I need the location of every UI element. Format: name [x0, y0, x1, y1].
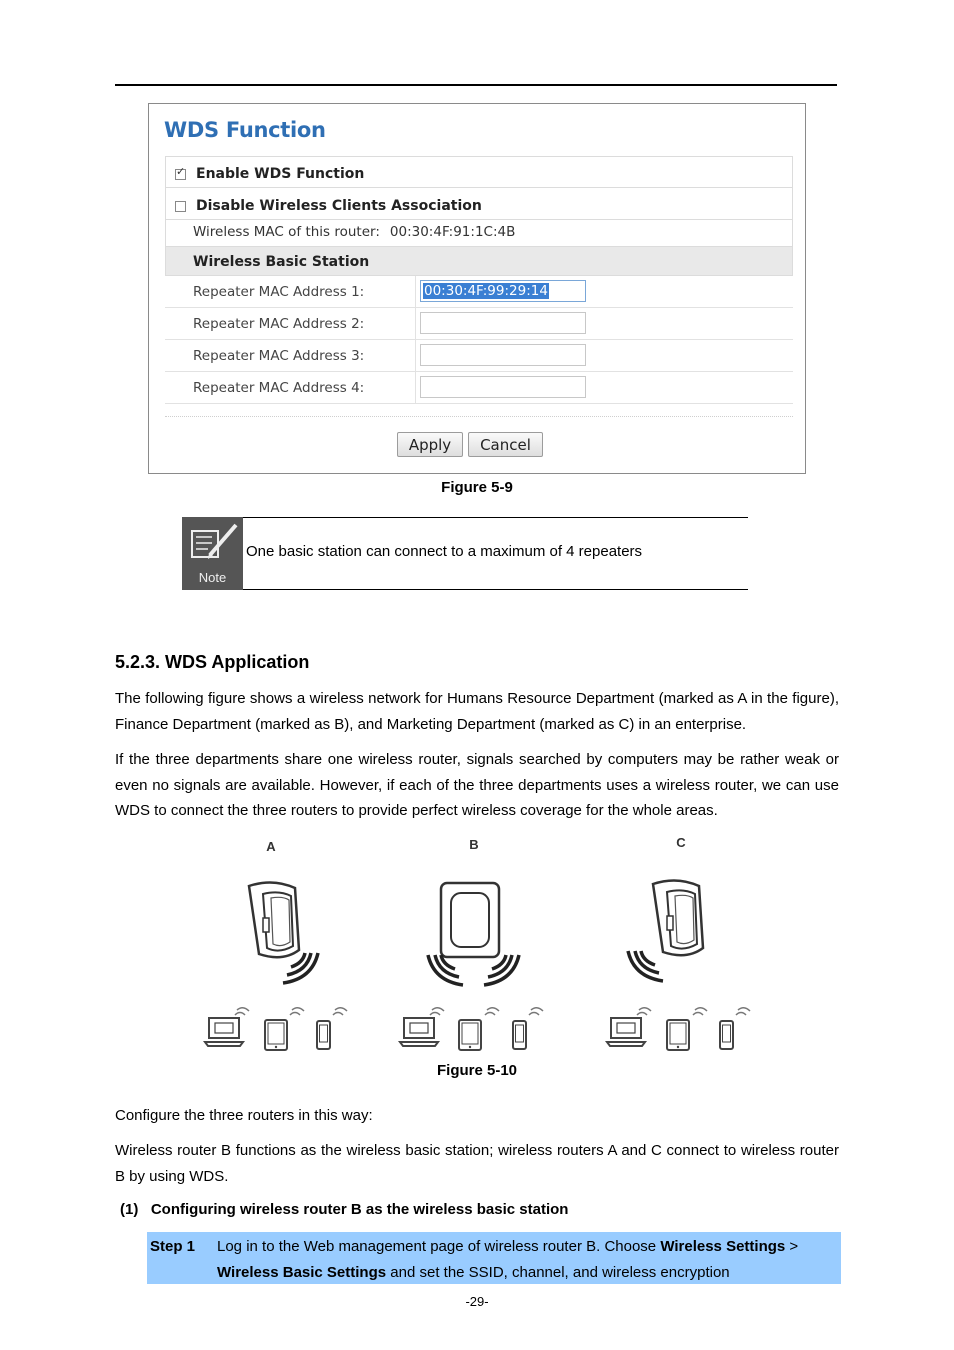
note-text: One basic station can connect to a maximum of 4 repeaters: [246, 543, 643, 560]
frame-divider: [165, 187, 793, 188]
enable-wds-label: Enable WDS Function: [196, 166, 365, 182]
router-label-a: A: [266, 839, 276, 854]
wds-application-diagram: [195, 833, 765, 1058]
page-number: -29-: [465, 1294, 489, 1309]
clients-a: [205, 1008, 347, 1050]
repeater-row-1: [165, 276, 793, 308]
step-1-box: [147, 1232, 841, 1284]
repeater-mac-input-4[interactable]: [420, 376, 586, 398]
frame-divider: [165, 219, 793, 220]
enable-wds-row[interactable]: [175, 164, 364, 184]
repeater-row-3: [165, 340, 793, 372]
repeater-row-4: [165, 372, 793, 404]
config-intro: Configure the three routers in this way:: [115, 1107, 373, 1124]
wireless-basic-station-header: [165, 246, 793, 276]
note-icon-label: Note: [198, 570, 227, 585]
repeater-label: Repeater MAC Address 2:: [193, 316, 365, 332]
menu-wireless-settings: Wireless Settings: [660, 1238, 786, 1255]
header-rule: [115, 84, 837, 86]
cancel-button[interactable]: Cancel: [468, 432, 543, 457]
wds-function-title: WDS Function: [164, 118, 326, 142]
repeater-label: Repeater MAC Address 4:: [193, 380, 365, 396]
router-mac-line: [193, 224, 515, 240]
repeater-label: Repeater MAC Address 3:: [193, 348, 365, 364]
disable-clients-label: Disable Wireless Clients Association: [196, 198, 482, 214]
clients-c: [607, 1008, 750, 1050]
repeater-mac-selected-text: 00:30:4F:99:29:14: [424, 283, 548, 299]
disable-clients-checkbox[interactable]: [175, 201, 186, 212]
router-a: [249, 882, 318, 983]
repeater-mac-input-2[interactable]: [420, 312, 586, 334]
repeater-label: Repeater MAC Address 1:: [193, 284, 365, 300]
apply-button[interactable]: Apply: [397, 432, 463, 457]
figure-5-9-caption: Figure 5-9: [441, 479, 513, 496]
wds-function-screenshot: [148, 103, 806, 474]
enable-wds-checkbox[interactable]: [175, 169, 186, 180]
repeater-mac-input-3[interactable]: [420, 344, 586, 366]
paragraph-wds: If the three departments share one wireless router, signals searched by computers may be rather weak or even no signals are available. However, if each of the three departments uses a wireless router, we can use WDS to connect the three routers to provide perfect wireless coverage for the whole areas.: [115, 751, 839, 819]
section-title: Wireless Basic Station: [193, 254, 370, 270]
config-subheading: (1) Configuring wireless router B as the wireless basic station: [120, 1201, 569, 1218]
router-c: [628, 880, 703, 981]
note-icon: [182, 517, 243, 590]
router-mac-value: 00:30:4F:91:1C:4B: [389, 224, 516, 240]
router-label-c: C: [676, 835, 686, 850]
repeater-row-2: [165, 308, 793, 340]
config-detail: Wireless router B functions as the wireless basic station; wireless routers A and C connect to wireless router B by using WDS.: [115, 1142, 839, 1185]
note-box: [182, 517, 748, 590]
step-text: Log in to the Web management page of wireless router B. Choose Wireless Settings > Wireless Basic Settings and set the SSID, channel, and wireless encryption: [217, 1238, 799, 1281]
dotted-divider: [165, 416, 793, 417]
paragraph-intro: The following figure shows a wireless network for Humans Resource Department (marked as A in the figure), Finance Department (marked as B), and Marketing Department (marked as C) in an enterprise.: [115, 690, 839, 733]
router-mac-label: Wireless MAC of this router:: [193, 224, 380, 240]
figure-5-10-caption: Figure 5-10: [436, 1062, 518, 1079]
router-b: [428, 883, 519, 985]
step-label: Step 1: [150, 1238, 196, 1255]
section-heading: 5.2.3. WDS Application: [115, 652, 310, 672]
router-label-b: B: [469, 837, 479, 852]
clients-b: [400, 1008, 543, 1050]
disable-clients-row[interactable]: [175, 196, 482, 216]
menu-wireless-basic-settings: Wireless Basic Settings: [217, 1264, 387, 1281]
